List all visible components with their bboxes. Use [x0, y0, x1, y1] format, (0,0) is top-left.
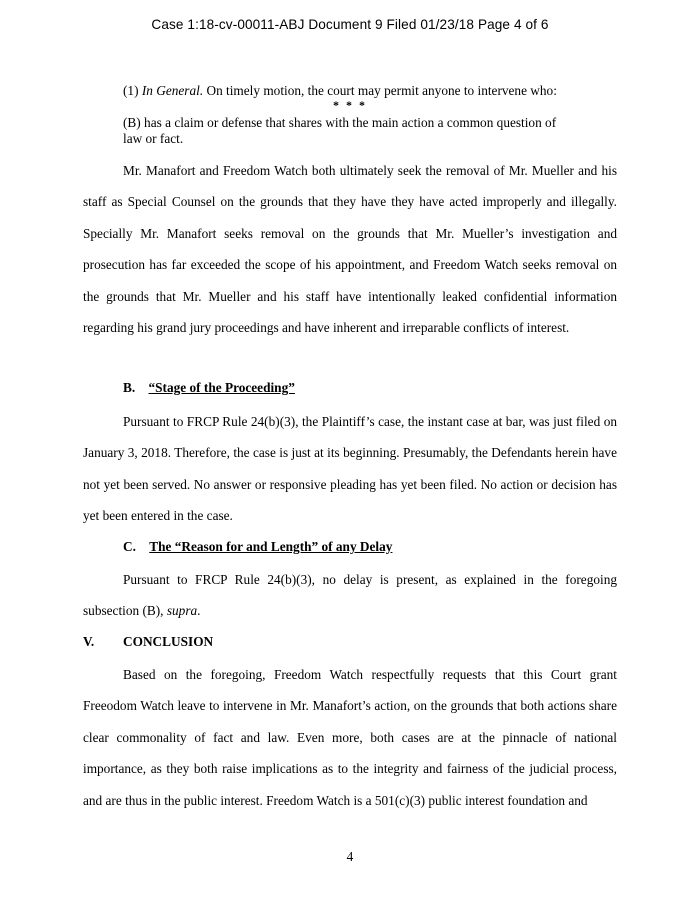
- paragraph-3: [83, 564, 617, 627]
- page-number: 4: [346, 849, 354, 864]
- paragraph-3-text: Pursuant to FRCP Rule 24(b)(3), no delay is present, as explained in the foregoing subsection (B),: [83, 572, 617, 619]
- section-c-label: C.: [123, 539, 136, 554]
- section-b-label: B.: [123, 380, 136, 395]
- section-c-heading: [123, 539, 392, 555]
- section-v-heading: [83, 634, 213, 650]
- paragraph-3-italic: supra: [166, 603, 198, 619]
- section-v-label: V.: [83, 634, 95, 649]
- section-b-title: “Stage of the Proceeding”: [148, 380, 295, 395]
- case-header: Case 1:18-cv-00011-ABJ Document 9 Filed 01/23/18 Page 4 of 6: [151, 17, 549, 32]
- quote-italic: In General.: [141, 83, 204, 98]
- quote-prefix: (1): [123, 83, 142, 98]
- section-c-title: The “Reason for and Length” of any Delay: [149, 539, 393, 554]
- paragraph-2: Pursuant to FRCP Rule 24(b)(3), the Plaintiff’s case, the instant case at bar, was just filed on January 3, 2018. Therefore, the case is just at its beginning. Presumably, the Defendants herein have not yet been served. No answer or responsive pleading has yet been filed. No action or decision has yet been entered in the case.: [83, 414, 617, 524]
- paragraph-4: Based on the foregoing, Freedom Watch respectfully requests that this Court grant Freeodom Watch leave to intervene in Mr. Manafort’s action, on the grounds that both actions share clear commonality of fact and law. Even more, both cases are at the pinnacle of national importance, as they both raise implications as to the integrity and fairness of the judicial process, and are thus in the public interest. Freedom Watch is a 501(c)(3) public interest foundation and: [83, 667, 617, 808]
- ellipsis-stars: * * *: [333, 98, 367, 112]
- section-v-title: CONCLUSION: [123, 634, 214, 649]
- paragraph-1: Mr. Manafort and Freedom Watch both ultimately seek the removal of Mr. Mueller and his staff as Special Counsel on the grounds that they have they have acted improperly and illegally. Specially Mr. Manafort seeks removal on the grounds that Mr. Mueller’s investigation and prosecution has far exceeded the scope of his appointment, and Freedom Watch seeks removal on the grounds that Mr. Mueller and his staff have intentionally leaked confidential information regarding his grand jury proceedings and have inherent and irreparable conflicts of interest.: [83, 163, 617, 336]
- rule-quote-line2: (B) has a claim or defense that shares with the main action a common question of law or fact.: [123, 115, 557, 146]
- section-b-heading: [123, 380, 295, 396]
- quote-rest: On timely motion, the court may permit anyone to intervene who:: [203, 83, 557, 98]
- rule-quote-line1: [123, 83, 578, 99]
- paragraph-3-end: .: [197, 603, 201, 619]
